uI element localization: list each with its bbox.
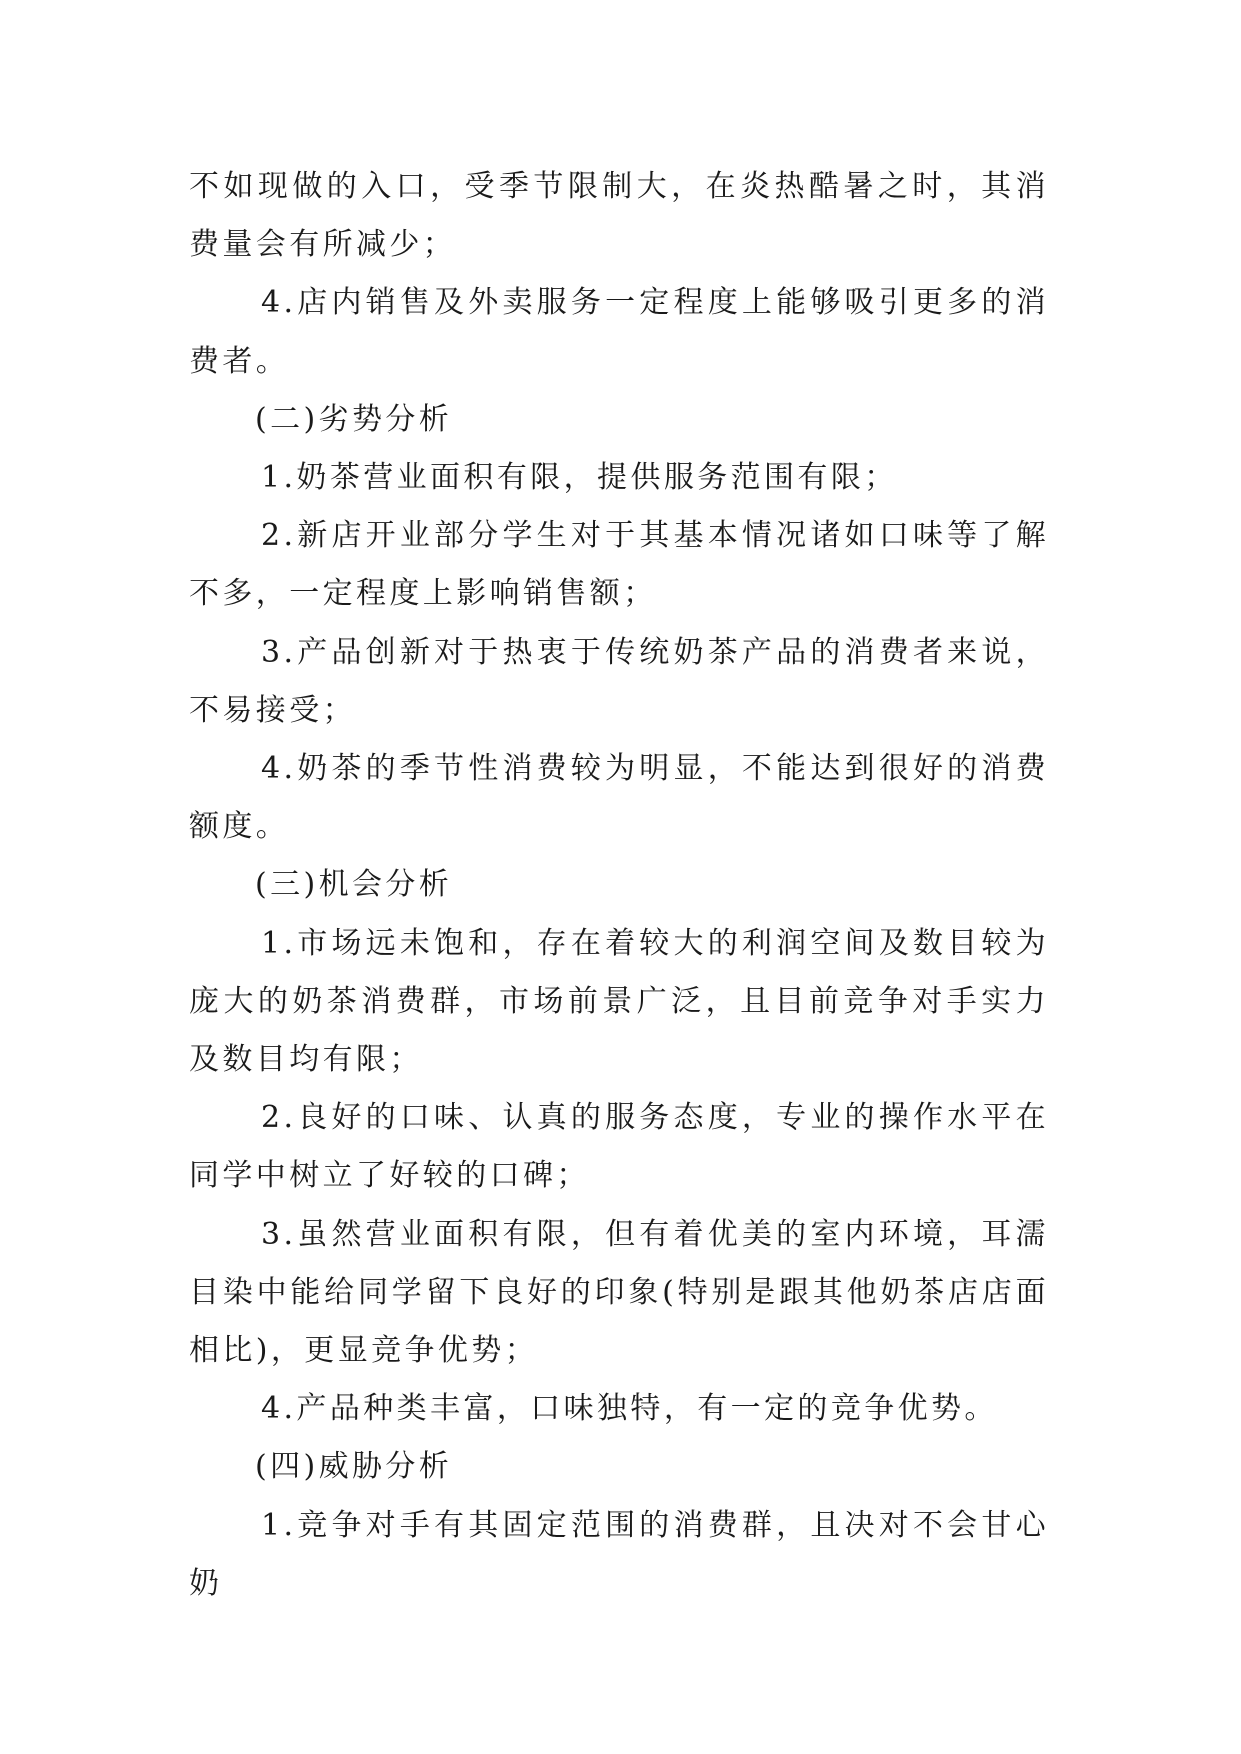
heading-opportunity-analysis: (三)机会分析 [255, 867, 453, 903]
paragraph-threat-1: 1.竞争对手有其固定范围的消费群，且决对不会甘心奶 [189, 1507, 1049, 1601]
paragraph-weakness-2: 2.新店开业部分学生对于其基本情况诸如口味等了解不多，一定程度上影响销售额； [189, 518, 1049, 612]
heading-threat-analysis: (四)威胁分析 [255, 1449, 453, 1485]
paragraph-opportunity-1: 1.市场远未饱和，存在着较大的利润空间及数目较为庞大的奶茶消费群，市场前景广泛，且目前竞争对手实力及数目均有限； [189, 925, 1049, 1078]
paragraph-opportunity-2: 2.良好的口味、认真的服务态度，专业的操作水平在同学中树立了好较的口碑； [189, 1100, 1049, 1194]
paragraph-weakness-4: 4.奶茶的季节性消费较为明显，不能达到很好的消费额度。 [189, 751, 1049, 845]
heading-weakness-analysis: (二)劣势分析 [255, 401, 453, 437]
paragraph-weakness-3: 3.产品创新对于热衷于传统奶茶产品的消费者来说，不易接受； [189, 634, 1049, 728]
paragraph-consumption-limit: 不如现做的入口，受季节限制大，在炎热酷暑之时，其消费量会有所减少； [189, 169, 1049, 263]
paragraph-weakness-1: 1.奶茶营业面积有限，提供服务范围有限； [261, 460, 898, 496]
paragraph-strength-4: 4.店内销售及外卖服务一定程度上能够吸引更多的消费者。 [189, 285, 1049, 379]
paragraph-opportunity-3: 3.虽然营业面积有限，但有着优美的室内环境，耳濡目染中能给同学留下良好的印象(特别是跟其他奶茶店店面相比)，更显竞争优势； [189, 1216, 1049, 1369]
paragraph-opportunity-4: 4.产品种类丰富，口味独特，有一定的竞争优势。 [261, 1391, 998, 1427]
document-body [189, 158, 1049, 1613]
